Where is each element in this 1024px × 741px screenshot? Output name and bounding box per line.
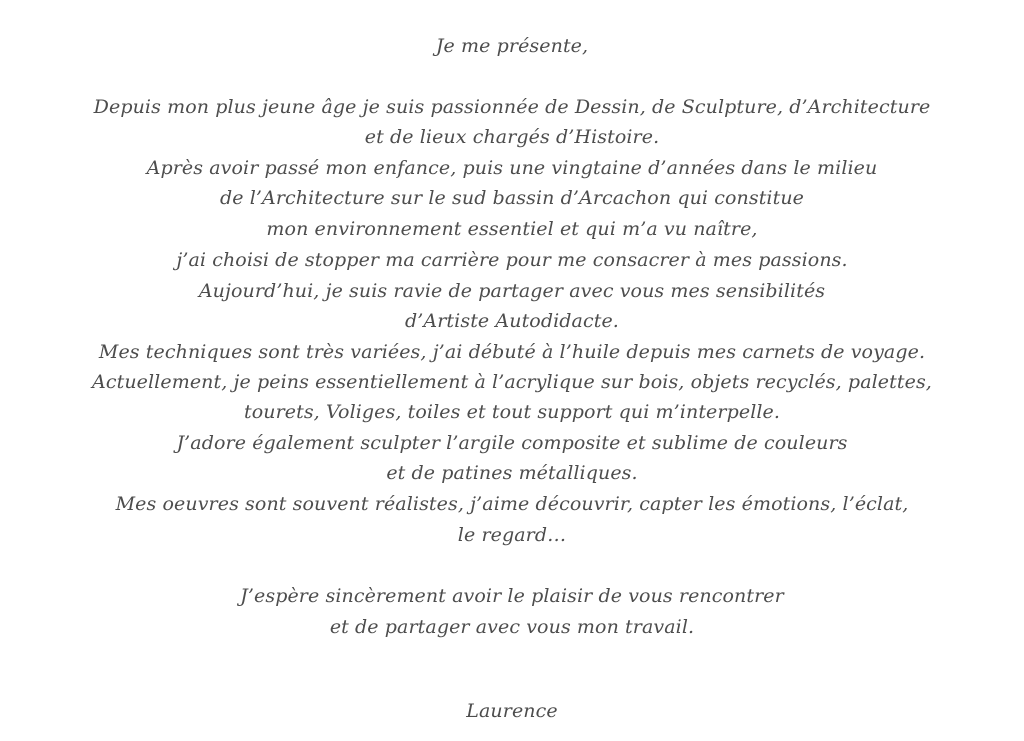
body-line-2: et de lieux chargés d’Histoire. [364,126,660,148]
body-line-6: j’ai choisi de stopper ma carrière pour me consacrer à mes passions. [176,249,848,271]
body-line-14: Mes oeuvres sont souvent réalistes, j’aime découvrir, capter les émotions, l’éclat, [115,493,909,515]
greeting: Je me présente, [435,35,589,57]
body-line-8: d’Artiste Autodidacte. [405,310,619,332]
body-line-7: Aujourd’hui, je suis ravie de partager avec vous mes sensibilités [198,280,826,302]
body-line-15: le regard… [457,524,567,546]
body-line-3: Après avoir passé mon enfance, puis une vingtaine d’années dans le milieu [146,157,878,179]
body-line-5: mon environnement essentiel et qui m’a vu naître, [266,218,758,240]
body-line-12: J’adore également sculpter l’argile composite et sublime de couleurs [176,432,848,454]
closing-line-2: et de partager avec vous mon travail. [329,616,695,638]
body-line-10: Actuellement, je peins essentiellement à l’acrylique sur bois, objets recyclés, palettes, [92,371,932,393]
body-line-4: de l’Architecture sur le sud bassin d’Arcachon qui constitue [219,187,805,209]
signature: Laurence [466,700,558,722]
body-line-9: Mes techniques sont très variées, j’ai débuté à l’huile depuis mes carnets de voyage. [98,341,926,363]
closing-line-1: J’espère sincèrement avoir le plaisir de vous rencontrer [240,585,784,607]
body-line-13: et de patines métalliques. [386,462,638,484]
body-line-1: Depuis mon plus jeune âge je suis passionnée de Dessin, de Sculpture, d’Architecture [93,96,931,118]
body-line-11: tourets, Voliges, toiles et tout support qui m’interpelle. [243,401,781,423]
